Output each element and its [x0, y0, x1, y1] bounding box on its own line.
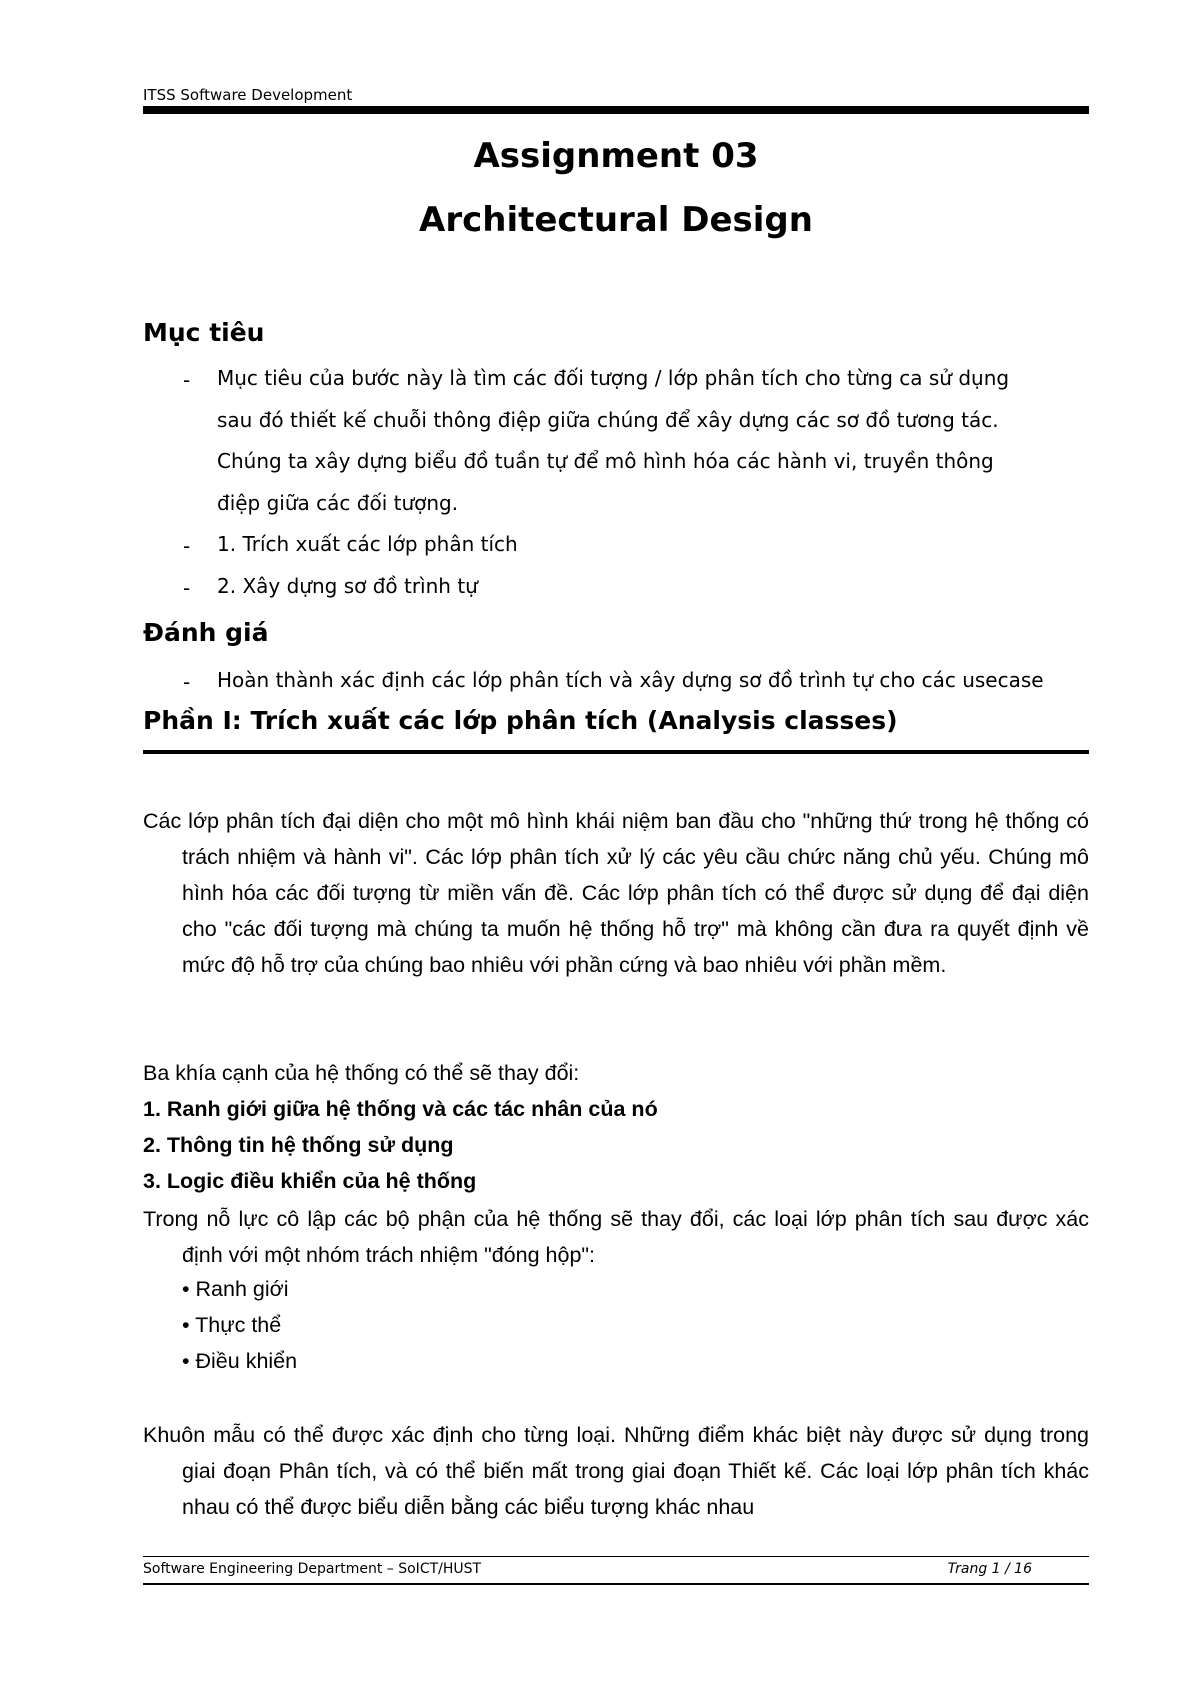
part-1-rule	[143, 750, 1089, 754]
header-rule	[143, 106, 1089, 114]
class-type-bullet: • Ranh giới	[182, 1277, 289, 1301]
class-type-bullet: • Thực thể	[182, 1313, 282, 1337]
aspect-item-3: 3. Logic điều khiển của hệ thống	[143, 1169, 477, 1193]
footer-rule-bottom	[143, 1583, 1089, 1585]
objectives-item-3: 2. Xây dựng sơ đồ trình tự	[217, 574, 478, 598]
footer-rule	[143, 1556, 1089, 1557]
footer-department: Software Engineering Department – SoICT/HUST	[143, 1561, 482, 1577]
document-title: Assignment 03	[473, 136, 759, 176]
objectives-item-1-line: sau đó thiết kế chuỗi thông điệp giữa chúng để xây dựng các sơ đồ tương tác.	[217, 407, 999, 432]
analysis-classes-paragraph: Các lớp phân tích đại diện cho một mô hình khái niệm ban đầu cho "những thứ trong hệ thống có trách nhiệm và hành vi". Các lớp phân tích xử lý các yêu cầu chức năng chủ yếu. Chúng mô hình hóa các đối tượng từ miền vấn đề. Các lớp phân tích có thể được sử dụng để đại diện cho "các đối tượng mà chúng ta muốn hệ thống hỗ trợ" mà không cần đưa ra quyết định về mức độ hỗ trợ của chúng bao nhiêu với phần cứng và bao nhiêu với phần mềm.	[143, 809, 1089, 977]
class-type-bullet: • Điều khiển	[182, 1349, 298, 1373]
running-header: ITSS Software Development	[143, 86, 353, 104]
objectives-item-1-line: Mục tiêu của bước này là tìm các đối tượng / lớp phân tích cho từng ca sử dụng	[217, 366, 1010, 390]
evaluation-item-1: Hoàn thành xác định các lớp phân tích và xây dựng sơ đồ trình tự cho các usecase	[217, 668, 1044, 692]
evaluation-heading: Đánh giá	[143, 618, 269, 647]
objectives-item-1-line: Chúng ta xây dựng biểu đồ tuần tự để mô hình hóa các hành vi, truyền thông	[217, 449, 994, 473]
document-subtitle: Architectural Design	[419, 200, 813, 240]
objectives-item-2: 1. Trích xuất các lớp phân tích	[217, 532, 518, 556]
document-page: ITSS Software Development Assignment 03 Architectural Design Mục tiêu - Mục tiêu của bước này là tìm các đối tượng / lớp phân tích cho từng ca sử dụng sau đó thiết kế chuỗi thông điệp giữa chúng để xây dựng các sơ đồ tương tác. Chúng ta xây dựng biểu đồ tuần tự để mô hình hóa các hành vi, truyền thông điệp giữa các đối tượng. - 1. Trích xuất các lớp phân tích - 2. Xây dựng sơ đồ trình tự Đánh giá - Hoàn thành xác định các lớp phân tích và xây dựng sơ đồ trình tự cho các usecase Phần I: Trích xuất các lớp phân tích (Analysis classes) Các lớp phân tích đại diện cho một mô hình khái niệm ban đầu cho "những thứ trong hệ thống có trách nhiệm và hành vi". Các lớp phân tích xử lý các yêu cầu chức năng chủ yếu. Chúng mô hình hóa các đối tượng từ miền vấn đề. Các lớp phân tích có thể được sử dụng để đại diện cho "các đối tượng mà chúng ta muốn hệ thống hỗ trợ" mà không cần đưa ra quyết định về mức độ hỗ trợ của chúng bao nhiêu với phần cứng và bao nhiêu với phần mềm. Ba khía cạnh của hệ thống có thể sẽ thay đổi: 1. Ranh giới giữa hệ thống và các tác nhân của nó 2. Thông tin hệ thống sử dụng 3. Logic điều khiển của hệ thống Trong nỗ lực cô lập các bộ phận của hệ thống sẽ thay đổi, các loại lớp phân tích sau được xác định với một nhóm trách nhiệm "đóng hộp": • Ranh giới • Thực thể • Điều khiển Khuôn mẫu có thể được xác định cho từng loại. Những điểm khác biệt này được sử dụng trong giai đoạn Phân tích, và có thể biến mất trong giai đoạn Thiết kế. Các loại lớp phân tích khác nhau có thể được biểu diễn bằng các biểu tượng khác nhau Software Engineering Department – SoICT/HUST Trang 1 / 16	[0, 0, 1200, 1696]
part-1-heading: Phần I: Trích xuất các lớp phân tích (Analysis classes)	[143, 706, 898, 735]
footer-page-number: Trang 1 / 16	[947, 1561, 1032, 1577]
objectives-item-1-line: điệp giữa các đối tượng.	[217, 490, 459, 515]
class-types-paragraph: Trong nỗ lực cô lập các bộ phận của hệ thống sẽ thay đổi, các loại lớp phân tích sau được xác định với một nhóm trách nhiệm "đóng hộp":	[143, 1207, 1089, 1267]
objectives-item-1	[217, 358, 1087, 524]
aspect-item-1: 1. Ranh giới giữa hệ thống và các tác nhân của nó	[143, 1097, 658, 1121]
aspects-intro: Ba khía cạnh của hệ thống có thể sẽ thay đổi:	[143, 1061, 580, 1085]
stereotypes-paragraph: Khuôn mẫu có thể được xác định cho từng loại. Những điểm khác biệt này được sử dụng trong giai đoạn Phân tích, và có thể biến mất trong giai đoạn Thiết kế. Các loại lớp phân tích khác nhau có thể được biểu diễn bằng các biểu tượng khác nhau	[143, 1423, 1089, 1519]
aspect-item-2: 2. Thông tin hệ thống sử dụng	[143, 1133, 454, 1157]
objectives-heading: Mục tiêu	[143, 318, 265, 347]
